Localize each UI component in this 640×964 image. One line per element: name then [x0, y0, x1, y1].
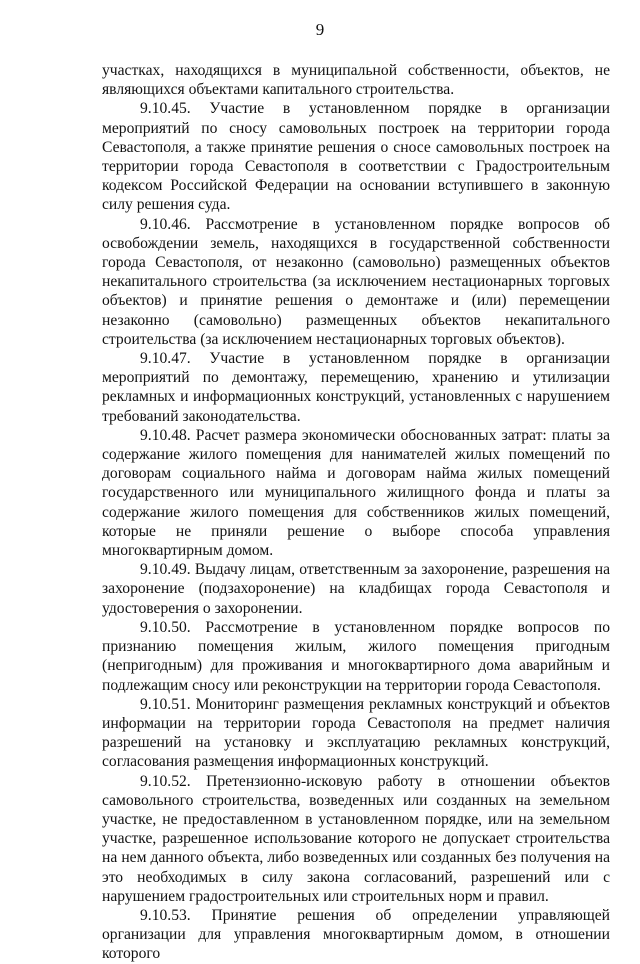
paragraph-9-10-50: 9.10.50. Рассмотрение в установленном порядке вопросов по признанию помещения жилым, жилого помещения пригодным (непригодным) для проживания и многоквартирного дома аварийным и подлежащим сносу или реконструкции на территории города Севастополя. — [102, 618, 610, 694]
paragraph-9-10-51: 9.10.51. Мониторинг размещения рекламных конструкций и объектов информации на территории города Севастополя на предмет наличия разрешений на установку и эксплуатацию рекламных конструкций, согласования размещения информационных конструкций. — [102, 695, 610, 771]
paragraph-9-10-49: 9.10.49. Выдачу лицам, ответственным за захоронение, разрешения на захоронение (подзахоронение) на кладбищах города Севастополя и удостоверения о захоронении. — [102, 561, 610, 617]
paragraph-9-10-47: 9.10.47. Участие в установленном порядке в организации мероприятий по демонтажу, перемещению, хранению и утилизации рекламных и информационных конструкций, установленных с нарушением требований законодательства. — [102, 350, 610, 425]
page-number: 9 — [315, 20, 325, 39]
document-body — [102, 61, 610, 964]
paragraph-continuation: участках, находящихся в муниципальной собственности, объектов, не являющихся объектами капитального строительства. — [102, 62, 610, 99]
paragraph-9-10-46: 9.10.46. Рассмотрение в установленном порядке вопросов об освобождении земель, находящихся в государственной собственности города Севастополя, от незаконно (самовольно) размещенных объектов некапитального строительства (за исключением нестационарных торговых объектов) и принятие решения о демонтаже и (или) перемещении незаконно (самовольно) размещенных объектов некапитального строительства (за исключением нестационарных торговых объектов). — [102, 215, 610, 348]
paragraph-9-10-52: 9.10.52. Претензионно-исковую работу в отношении объектов самовольного строительства, возведенных или созданных на земельном участке, не предоставленном в установленном порядке, или на земельном участке, разрешенное использование которого не допускает строительства на нем данного объекта, либо возведенных или созданных без получения на это необходимых в силу закона согласований, разрешений или с нарушением градостроительных или строительных норм и правил. — [102, 772, 610, 905]
paragraph-9-10-53: 9.10.53. Принятие решения об определении управляющей организации для управления многоквартирным домом, в отношении которого — [102, 906, 610, 963]
paragraph-9-10-45: 9.10.45. Участие в установленном порядке в организации мероприятий по сносу самовольных построек на территории города Севастополя, а также принятие решения о сносе самовольных построек на территории города Севастополя в соответствии с Градостроительным кодексом Российской Федерации на основании вступившего в законную силу решения суда. — [102, 100, 610, 214]
paragraph-9-10-48: 9.10.48. Расчет размера экономически обоснованных затрат: платы за содержание жилого помещения для нанимателей жилых помещений по договорам социального найма и договорам найма жилых помещений государственного или муниципального жилищного фонда и платы за содержание жилого помещения для собственников жилых помещений, которые не приняли решение о выборе способа управления многоквартирным домом. — [102, 426, 610, 560]
